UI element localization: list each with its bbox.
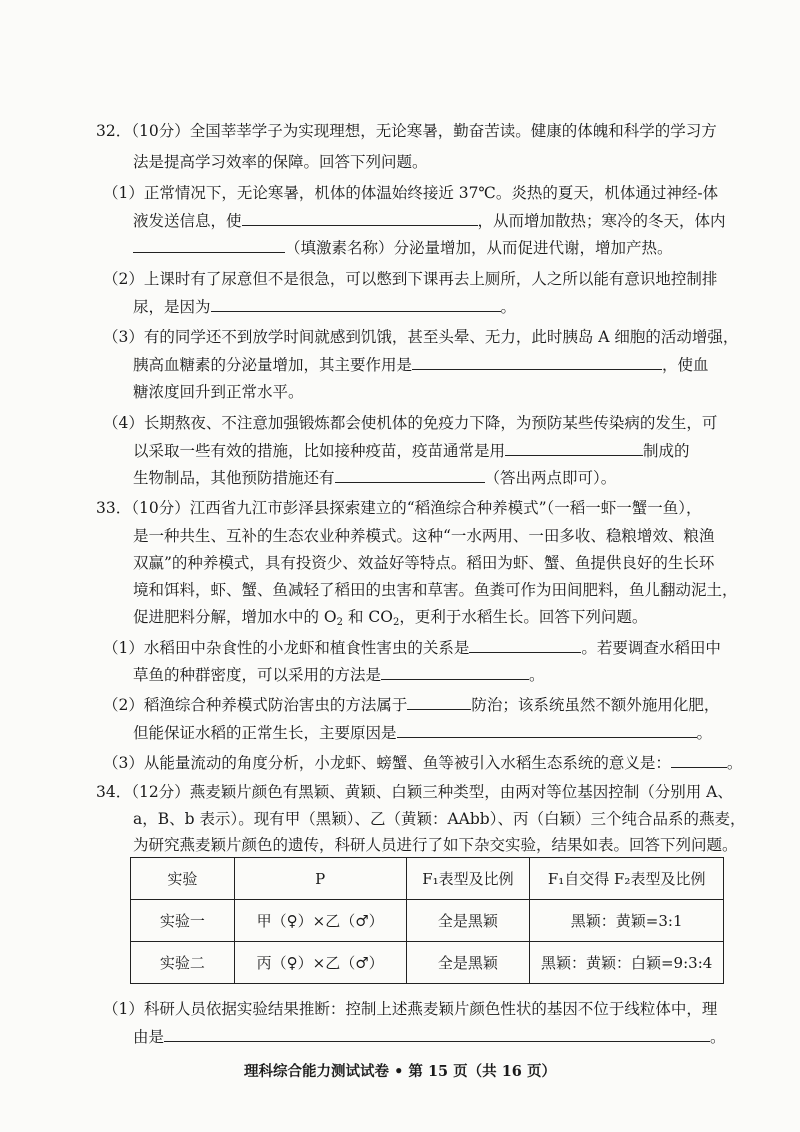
answer-blank[interactable] [505,440,643,456]
q33-stem-text-b: 和 CO [343,608,393,626]
subscript: 2 [336,617,344,628]
table-cell: 黑颖：黄颖=3:1 [530,900,724,942]
q32-part3-text-b: ，使血 [662,356,709,374]
answer-blank[interactable] [133,237,285,253]
experiment-table [130,857,724,984]
q33-part1-text-c: 草鱼的种群密度，可以采用的方法是 [133,666,382,684]
q33-part3-line-1 [103,752,742,774]
table-header-cell: P [234,858,406,900]
table-cell: 黑颖：黄颖：白颖=9:3:4 [530,942,724,984]
q32-part4-line-2 [133,440,690,462]
page-footer: 理科综合能力测试试卷 • 第 15 页（共 16 页） [244,1063,556,1080]
q32-part1-text-a: 液发送信息，使 [133,212,242,230]
q32-stem-line-1: 32．（10分）全国莘莘学子为实现理想，无论寒暑，勤奋苦读。健康的体魄和科学的学习方 [96,122,717,140]
q33-stem-line-1: 33．（10分）江西省九江市彭泽县探索建立的“稻渔综合种养模式”（一稻一虾一蟹一鱼）， [96,499,702,517]
answer-blank[interactable] [469,637,581,653]
q34-part1-line-1: （1）科研人员依据实验结果推断：控制上述燕麦颖片颜色性状的基因不位于线粒体中，理 [103,1000,718,1018]
table-cell: 实验一 [131,900,235,942]
table-cell: 全是黑颖 [406,900,530,942]
q32-part4-text-c: 生物制品，其他预防措施还有 [133,469,335,487]
q34-stem-line-3: 为研究燕麦颖片颜色的遗传，科研人员进行了如下杂交实验，结果如表。回答下列问题。 [133,836,738,854]
q32-part3-line-1: （3）有的同学还不到放学时间就感到饥饿，甚至头晕、无力，此时胰岛 A 细胞的活动增强， [103,328,739,346]
answer-blank[interactable] [211,296,501,312]
answer-blank[interactable] [671,752,727,768]
q32-part1-line-3 [133,237,673,259]
q32-part4-line-3 [133,467,616,489]
q33-part1-text-d: 。 [529,666,545,684]
q32-part3-line-3: 糖浓度回升到正常水平。 [133,383,304,401]
q33-stem-line-3: 双赢”的种养模式，具有投资少、效益好等特点。稻田为虾、蟹、鱼提供良好的生长环 [133,554,715,572]
q33-part2-line-2 [133,722,712,744]
q34-part1-text-a: 由是 [133,1028,165,1046]
table-header-cell: F₁表型及比例 [406,858,530,900]
q33-part2-text-c: 但能保证水稻的正常生长，主要原因是 [133,724,397,742]
q32-part4-text-b: 制成的 [643,442,690,460]
q32-part2-text-b: 。 [500,298,517,316]
table-header-row [131,858,724,900]
q33-stem-text-a: 促进肥料分解，增加水中的 O [133,608,337,626]
q32-part3-line-2 [133,354,709,376]
answer-blank[interactable] [335,467,485,483]
table-cell: 实验二 [131,942,235,984]
q32-part1-line-1: （1）正常情况下，无论寒暑，机体的体温始终接近 37℃。炎热的夏天，机体通过神经-体 [103,184,719,202]
table-cell: 甲（♀）×乙（♂） [234,900,406,942]
q32-part2-text-a: 尿，是因为 [133,298,211,316]
table-cell: 丙（♀）×乙（♂） [234,942,406,984]
q33-part2-text-a: （2）稻渔综合种养模式防治害虫的方法属于 [103,696,408,714]
q32-part2-line-1: （2）上课时有了尿意但不是很急，可以憋到下课再去上厕所，人之所以能有意识地控制排 [103,270,718,288]
table-row [131,900,724,942]
q33-part3-text-b: 。 [726,754,743,772]
q32-part1-text-c: （填激素名称）分泌量增加，从而促进代谢，增加产热。 [285,239,673,257]
q33-part1-text-b: 。若要调查水稻田中 [581,639,721,657]
answer-blank[interactable] [381,664,529,680]
answer-blank[interactable] [242,210,478,226]
subscript: 2 [392,617,400,628]
q32-part4-line-1: （4）长期熬夜、不注意加强锻炼都会使机体的免疫力下降，为预防某些传染病的发生，可 [103,414,718,432]
q32-part1-text-b: ，从而增加散热；寒冷的冬天，体内 [477,212,726,230]
q34-stem-line-2: a，B、b 表示）。现有甲（黑颖）、乙（黄颖：AAbb）、丙（白颖）三个纯合品系的燕麦， [133,810,746,828]
q33-stem-line-5 [133,606,647,628]
q34-part1-line-2 [133,1026,726,1048]
q34-part1-text-b: 。 [710,1028,726,1046]
table-cell: 全是黑颖 [406,942,530,984]
answer-blank[interactable] [407,694,471,710]
q32-stem-line-2: 法是提高学习效率的保障。回答下列问题。 [133,153,428,171]
q32-part1-line-2 [133,210,726,232]
answer-blank[interactable] [164,1026,710,1042]
q32-part4-text-d: （答出两点即可）。 [484,469,617,487]
q33-part1-text-a: （1）水稻田中杂食性的小龙虾和植食性害虫的关系是 [103,639,470,657]
q33-stem-text-c: ，更利于水稻生长。回答下列问题。 [399,608,648,626]
table-row [131,942,724,984]
q33-stem-line-2: 是一种共生、互补的生态农业种养模式。这种“一水两用、一田多收、稳粮增效、粮渔 [133,527,715,545]
q33-part3-text-a: （3）从能量流动的角度分析，小龙虾、螃蟹、鱼等被引入水稻生态系统的意义是： [103,754,671,772]
answer-blank[interactable] [397,722,697,738]
answer-blank[interactable] [412,354,662,370]
q33-stem-line-4: 境和饵料，虾、蟹、鱼减轻了稻田的虫害和草害。鱼粪可作为田间肥料，鱼儿翻动泥土， [133,581,738,599]
q33-part1-line-2 [133,664,545,686]
q32-part4-text-a: 以采取一些有效的措施，比如接种疫苗，疫苗通常是用 [133,442,506,460]
q33-part2-text-d: 。 [696,724,713,742]
q33-part2-text-b: 防治；该系统虽然不额外施用化肥， [471,696,720,714]
q32-part3-text-a: 胰高血糖素的分泌量增加，其主要作用是 [133,356,413,374]
q33-part1-line-1 [103,637,721,659]
table-header-cell: F₁自交得 F₂表型及比例 [530,858,724,900]
q33-part2-line-1 [103,694,719,716]
q32-part2-line-2 [133,296,516,318]
q34-stem-line-1: 34．（12分）燕麦颖片颜色有黑颖、黄颖、白颖三种类型，由两对等位基因控制（分别用 A、 [96,783,733,801]
table-header-cell: 实验 [131,858,235,900]
